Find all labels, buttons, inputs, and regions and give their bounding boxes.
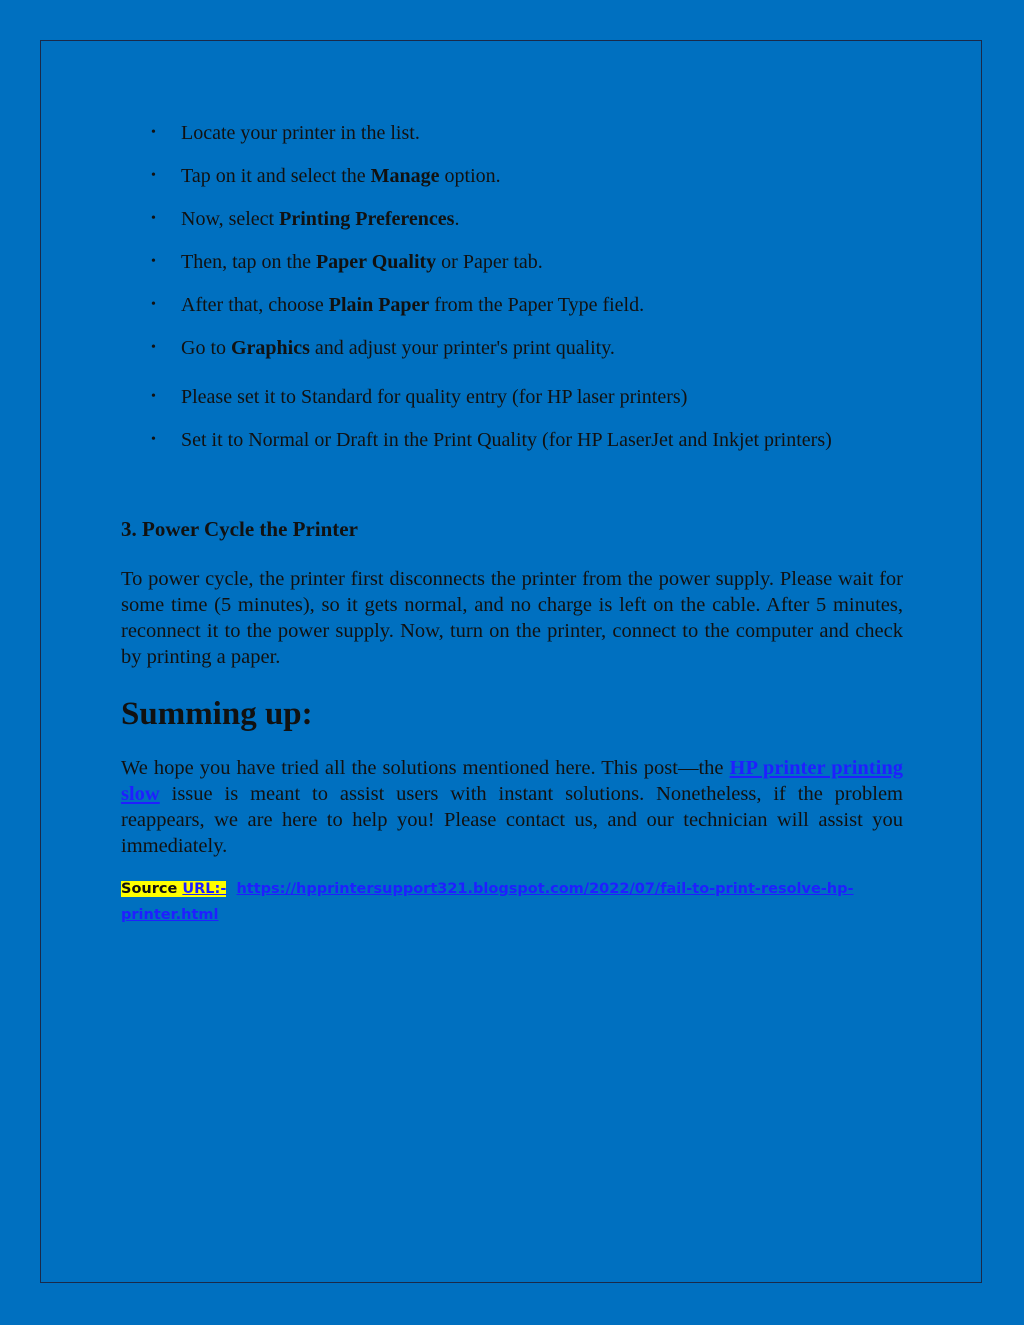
source-line [121, 876, 903, 928]
list-item-text: Then, tap on the Paper Quality or Paper tab. [181, 251, 543, 273]
bullet-icon: • [151, 125, 156, 140]
bullet-icon: • [151, 211, 156, 226]
list-item-text: Now, select Printing Preferences. [181, 208, 460, 230]
list-item-text: Tap on it and select the Manage option. [181, 165, 501, 187]
power-cycle-paragraph: To power cycle, the printer first disconnects the printer from the power supply. Please wait for some time (5 minutes), so it gets normal, and no charge is left on the cable. After 5 minutes, reconnect it to the power supply. Now, turn on the printer, connect to the computer and check by printing a paper. [121, 568, 903, 668]
list-item-text: After that, choose Plain Paper from the Paper Type field. [181, 294, 645, 316]
bullet-icon: • [151, 254, 156, 269]
summary-paragraph: We hope you have tried all the solutions mentioned here. This post—the HP printer printing slow issue is meant to assist users with instant solutions. Nonetheless, if the problem reappears, we are here to help you! Please contact us, and our technician will assist you immediately. [121, 757, 903, 857]
list-item-text: Please set it to Standard for quality entry (for HP laser printers) [181, 386, 688, 408]
source-label: Source [121, 881, 183, 897]
bullet-icon: • [151, 432, 156, 447]
bullet-icon: • [151, 389, 156, 404]
hp-printer-printing-slow-link[interactable]: HP printer printing slow [121, 757, 903, 805]
list-item-text: Go to Graphics and adjust your printer's print quality. [181, 337, 615, 359]
bullet-icon: • [151, 297, 156, 312]
source-url-link[interactable]: https://hpprintersupport321.blogspot.com/2022/07/fail-to-print-resolve-hp-printer.html [121, 881, 854, 923]
bullet-icon: • [151, 168, 156, 183]
section-heading: 3. Power Cycle the Printer [121, 517, 358, 541]
list-item-text: Locate your printer in the list. [181, 122, 420, 144]
summary-heading: Summing up: [121, 696, 313, 732]
source-url-label[interactable]: URL:- [182, 881, 227, 897]
list-item-text: Set it to Normal or Draft in the Print Quality (for HP LaserJet and Inkjet printers) [181, 429, 832, 451]
bullet-icon: • [151, 340, 156, 355]
